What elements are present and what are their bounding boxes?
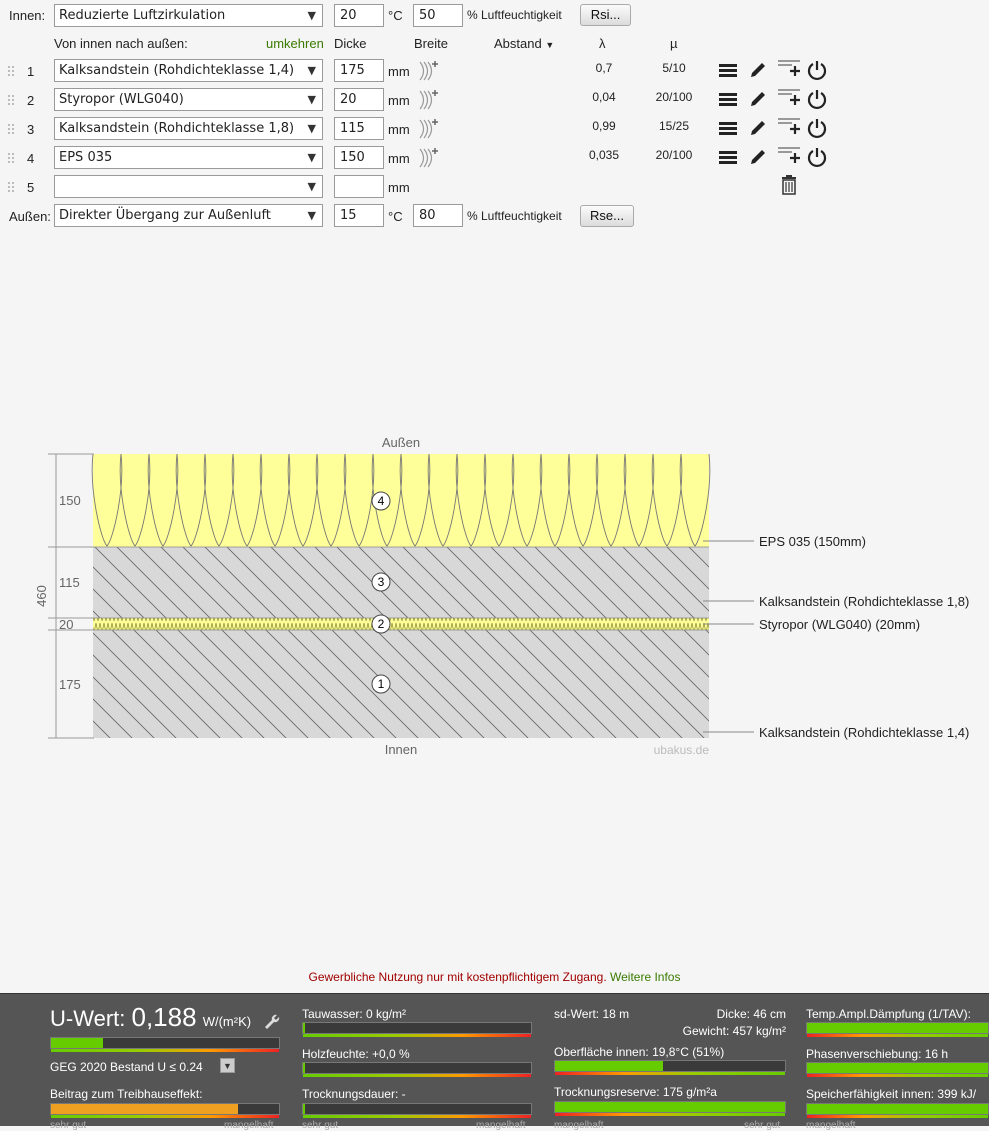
layer-3-masonry bbox=[93, 547, 709, 618]
wood-moisture-bar bbox=[302, 1062, 532, 1076]
inside-condition-select[interactable] bbox=[54, 4, 323, 27]
u-value-bar bbox=[50, 1037, 280, 1051]
outside-humidity-label: % Luftfeuchtigkeit bbox=[467, 209, 562, 223]
inside-condition-value: Reduzierte Luftzirkulation bbox=[59, 8, 226, 23]
layer-mu: 15/25 bbox=[658, 119, 690, 133]
layer-material-select[interactable] bbox=[54, 146, 323, 169]
layer-material-value: Kalksandstein (Rohdichteklasse 1,8) bbox=[59, 121, 295, 136]
add-layer-icon[interactable] bbox=[777, 88, 801, 108]
layer-mu: 5/10 bbox=[662, 61, 686, 75]
menu-icon[interactable] bbox=[718, 120, 738, 137]
layer-number: 3 bbox=[27, 122, 35, 137]
layer-lambda: 0,99 bbox=[592, 119, 616, 133]
order-header: Von innen nach außen: bbox=[54, 36, 188, 51]
scale-label: mangelhaft bbox=[806, 1120, 856, 1131]
drying-duration-bar bbox=[302, 1103, 532, 1117]
weight-value: Gewicht: 457 kg/m² bbox=[682, 1024, 786, 1038]
width-header: Breite bbox=[414, 36, 448, 51]
edit-pencil-icon[interactable] bbox=[748, 118, 768, 138]
wrench-icon[interactable] bbox=[262, 1012, 280, 1030]
layer-thickness-input[interactable]: 115 bbox=[334, 117, 384, 140]
chevron-down-icon: ▼ bbox=[307, 9, 316, 22]
dim-label: 115 bbox=[59, 575, 80, 590]
reverse-link[interactable]: umkehren bbox=[266, 36, 324, 51]
thickness-header: Dicke bbox=[334, 36, 367, 51]
layer-marker: 2 bbox=[377, 617, 385, 631]
results-panel bbox=[0, 993, 989, 1131]
menu-icon[interactable] bbox=[718, 149, 738, 166]
scale-label: sehr gut bbox=[302, 1120, 339, 1131]
inside-temp-input[interactable]: 20 bbox=[334, 4, 384, 27]
layer-split-icon[interactable] bbox=[418, 146, 440, 170]
condensate-bar bbox=[302, 1022, 532, 1036]
total-thickness-label: 460 bbox=[34, 585, 49, 607]
notice-text: Gewerbliche Nutzung nur mit kostenpflichtigem Zugang. bbox=[308, 970, 607, 984]
menu-icon[interactable] bbox=[718, 91, 738, 108]
power-toggle-icon[interactable] bbox=[806, 88, 828, 110]
power-toggle-icon[interactable] bbox=[806, 146, 828, 168]
spacing-header[interactable] bbox=[494, 36, 554, 51]
layer-thickness-input[interactable]: 20 bbox=[334, 88, 384, 111]
layer-material-value: Kalksandstein (Rohdichteklasse 1,4) bbox=[59, 63, 295, 78]
inside-side-label: Innen bbox=[384, 742, 418, 757]
wall-cross-section bbox=[0, 430, 989, 760]
lambda-header: λ bbox=[599, 36, 606, 51]
layer-unit: mm bbox=[388, 64, 410, 79]
layer-unit: mm bbox=[388, 180, 410, 195]
caret-down-icon: ▼ bbox=[545, 40, 555, 50]
layer-unit: mm bbox=[388, 151, 410, 166]
chevron-down-icon: ▼ bbox=[307, 122, 316, 135]
damping-bar bbox=[806, 1022, 989, 1036]
spacing-header-label: Abstand bbox=[494, 36, 542, 51]
layer-lambda: 0,035 bbox=[588, 148, 620, 162]
layer-material-select[interactable] bbox=[54, 175, 323, 198]
inside-humidity-input[interactable]: 50 bbox=[413, 4, 463, 27]
chevron-down-icon: ▼ bbox=[307, 180, 316, 193]
layer-lambda: 0,04 bbox=[592, 90, 616, 104]
layer-marker: 3 bbox=[377, 575, 385, 589]
sd-value: sd-Wert: 18 m bbox=[554, 1007, 630, 1021]
layer-material-select[interactable] bbox=[54, 88, 323, 111]
power-toggle-icon[interactable] bbox=[806, 59, 828, 81]
surface-temp-bar bbox=[554, 1060, 786, 1074]
layer-thickness-input[interactable] bbox=[334, 175, 384, 198]
more-info-link[interactable]: Weitere Infos bbox=[610, 970, 681, 984]
layer-material-value: Styropor (WLG040) bbox=[59, 92, 184, 107]
heat-storage-label: Speicherfähigkeit innen: 399 kJ/ bbox=[806, 1087, 977, 1101]
inside-temp-unit: °C bbox=[388, 8, 403, 23]
thickness-value: Dicke: 46 cm bbox=[716, 1007, 786, 1021]
rsi-button[interactable]: Rsi... bbox=[580, 4, 631, 26]
layer-marker: 4 bbox=[377, 494, 385, 508]
layer-mu: 20/100 bbox=[655, 90, 693, 104]
menu-icon[interactable] bbox=[718, 62, 738, 79]
outside-condition-value: Direkter Übergang zur Außenluft bbox=[59, 208, 271, 223]
callout-label: Kalksandstein (Rohdichteklasse 1,4) bbox=[759, 725, 970, 740]
layer-lambda: 0,7 bbox=[595, 61, 613, 75]
wood-moisture-label: Holzfeuchte: +0,0 % bbox=[302, 1047, 410, 1061]
add-layer-icon[interactable] bbox=[777, 59, 801, 79]
scale-label: mangelhaft bbox=[224, 1120, 274, 1131]
drying-duration-label: Trocknungsdauer: - bbox=[302, 1087, 406, 1101]
mu-header: µ bbox=[670, 36, 678, 51]
outside-temp-unit: °C bbox=[388, 209, 403, 224]
layer-unit: mm bbox=[388, 122, 410, 137]
damping-label: Temp.Ampl.Dämpfung (1/TAV): bbox=[806, 1007, 971, 1021]
inside-humidity-label: % Luftfeuchtigkeit bbox=[467, 8, 562, 22]
callout-label: Styropor (WLG040) (20mm) bbox=[759, 617, 921, 632]
callout-label: Kalksandstein (Rohdichteklasse 1,8) bbox=[759, 594, 970, 609]
u-unit: W/(m²K) bbox=[202, 1014, 252, 1029]
add-layer-icon[interactable] bbox=[777, 146, 801, 166]
rse-button[interactable]: Rse... bbox=[580, 205, 634, 227]
scale-label: mangelhaft bbox=[476, 1120, 526, 1131]
callout-label: EPS 035 (150mm) bbox=[759, 534, 866, 549]
outside-temp-input[interactable]: 15 bbox=[334, 204, 384, 227]
layer-thickness-input[interactable]: 175 bbox=[334, 59, 384, 82]
layer-split-icon[interactable] bbox=[418, 117, 440, 141]
layer-mu: 20/100 bbox=[655, 148, 693, 162]
drying-reserve-label: Trocknungsreserve: 175 g/m²a bbox=[554, 1085, 717, 1099]
drag-handle-icon[interactable] bbox=[8, 124, 16, 136]
trash-icon[interactable] bbox=[780, 175, 798, 195]
drying-reserve-bar bbox=[554, 1101, 786, 1115]
scale-label: sehr gut bbox=[744, 1120, 781, 1131]
chevron-down-icon: ▼ bbox=[223, 1061, 232, 1071]
edit-pencil-icon[interactable] bbox=[748, 60, 768, 80]
layer-material-select[interactable] bbox=[54, 59, 323, 82]
layer-number: 2 bbox=[27, 93, 35, 108]
condensate-label: Tauwasser: 0 kg/m² bbox=[302, 1007, 407, 1021]
layer-number: 4 bbox=[27, 151, 35, 166]
dim-label: 175 bbox=[59, 677, 81, 692]
layer-split-icon[interactable] bbox=[418, 88, 440, 112]
u-value-display bbox=[50, 1002, 251, 1033]
layer-split-icon[interactable] bbox=[418, 59, 440, 83]
add-layer-icon[interactable] bbox=[777, 117, 801, 137]
outside-humidity-input[interactable]: 80 bbox=[413, 204, 463, 227]
chevron-down-icon: ▼ bbox=[307, 64, 316, 77]
dim-label: 20 bbox=[59, 617, 74, 632]
inside-label: Innen: bbox=[9, 8, 46, 23]
edit-pencil-icon[interactable] bbox=[748, 147, 768, 167]
layer-material-select[interactable] bbox=[54, 117, 323, 140]
u-value: 0,188 bbox=[131, 1002, 197, 1032]
heat-storage-bar bbox=[806, 1103, 989, 1117]
layer-number: 1 bbox=[27, 64, 35, 79]
phase-shift-label: Phasenverschiebung: 16 h bbox=[806, 1047, 949, 1061]
layer-marker: 1 bbox=[377, 677, 385, 691]
layer-unit: mm bbox=[388, 93, 410, 108]
outside-side-label: Außen bbox=[381, 435, 421, 450]
drag-handle-icon[interactable] bbox=[8, 153, 16, 165]
power-toggle-icon[interactable] bbox=[806, 117, 828, 139]
greenhouse-bar bbox=[50, 1103, 280, 1117]
scale-label: mangelhaft bbox=[554, 1120, 604, 1131]
chevron-down-icon: ▼ bbox=[307, 93, 316, 106]
layer-material-value: EPS 035 bbox=[59, 150, 113, 165]
layer-number: 5 bbox=[27, 180, 35, 195]
watermark: ubakus.de bbox=[653, 743, 709, 757]
dim-label: 150 bbox=[59, 493, 81, 508]
layer-thickness-input[interactable]: 150 bbox=[334, 146, 384, 169]
notice-bar bbox=[0, 970, 989, 984]
surface-temp-label: Oberfläche innen: 19,8°C (51%) bbox=[554, 1045, 725, 1059]
greenhouse-label: Beitrag zum Treibhauseffekt: bbox=[50, 1087, 203, 1101]
drag-handle-icon[interactable] bbox=[8, 66, 16, 78]
layer-1-masonry bbox=[93, 630, 709, 738]
layer-2-styropor bbox=[93, 618, 709, 630]
geg-dropdown[interactable] bbox=[220, 1058, 235, 1073]
outside-label: Außen: bbox=[9, 209, 51, 224]
drag-handle-icon[interactable] bbox=[8, 182, 16, 194]
scale-label: sehr gut bbox=[50, 1120, 87, 1131]
geg-requirement: GEG 2020 Bestand U ≤ 0.24 bbox=[50, 1060, 203, 1074]
callout-lines bbox=[703, 541, 754, 732]
phase-shift-bar bbox=[806, 1062, 989, 1076]
u-label: U-Wert: bbox=[50, 1006, 126, 1031]
edit-pencil-icon[interactable] bbox=[748, 89, 768, 109]
chevron-down-icon: ▼ bbox=[307, 151, 316, 164]
chevron-down-icon: ▼ bbox=[307, 209, 316, 222]
outside-condition-select[interactable] bbox=[54, 204, 323, 227]
drag-handle-icon[interactable] bbox=[8, 95, 16, 107]
